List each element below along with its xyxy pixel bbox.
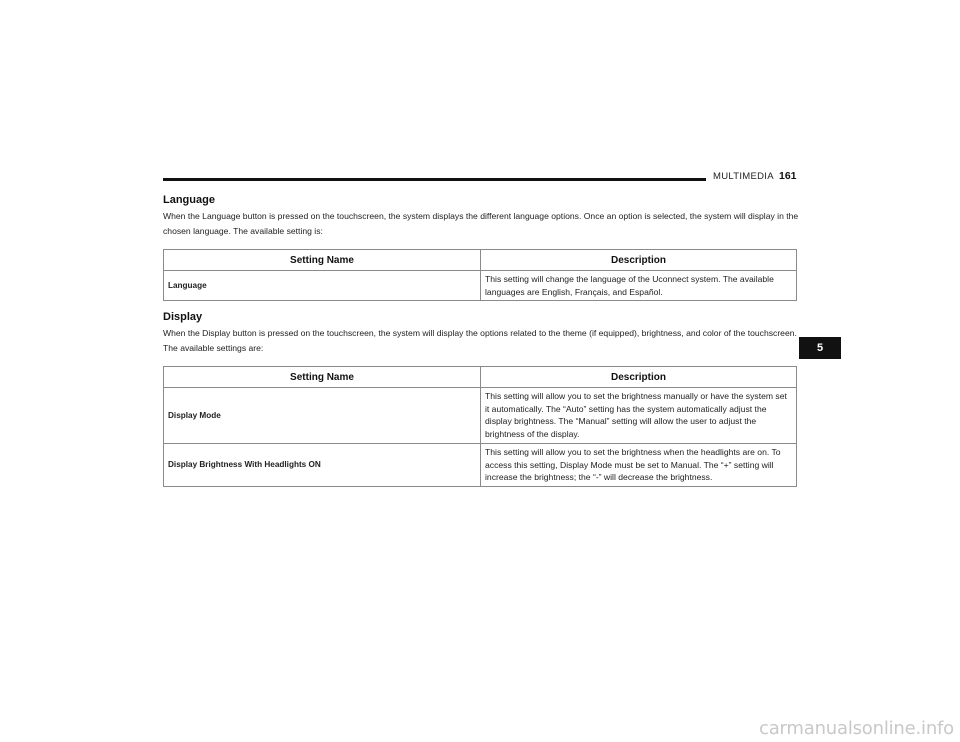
header-rule [163,178,706,181]
watermark: carmanualsonline.info [759,718,954,739]
setting-name-cell: Display Brightness With Headlights ON [164,443,481,486]
page-number: 161 [779,170,797,182]
language-section-body: When the Language button is pressed on the touchscreen, the system displays the different language options. Once an option is selected, the system will display in the chosen language. The available setting is: [163,211,799,236]
display-settings-table [163,366,797,487]
table-header-row [164,367,797,388]
language-settings-table [163,249,797,301]
chapter-tab: 5 [799,337,841,359]
setting-description-cell: This setting will change the language of the Uconnect system. The available languages are English, Français, and Español. [481,271,797,301]
table-header-row [164,250,797,271]
column-header-setting-name: Setting Name [164,367,481,388]
running-header-section: MULTIMEDIA [713,171,774,182]
setting-description-cell: This setting will allow you to set the brightness manually or have the system set it automatically. The “Auto” setting has the system automatically adjust the display brightness. The “Manual” setting will allow the user to adjust the brightness of the display. [481,388,797,444]
display-section-body: When the Display button is pressed on the touchscreen, the system will display the options related to the theme (if equipped), brightness, and color of the touchscreen. The available settings are: [163,328,797,353]
setting-description-cell: This setting will allow you to set the brightness when the headlights are on. To access this setting, Display Mode must be set to Manual. The “+” setting will increase the brightness; the “-” will decrease the brightness. [481,443,797,486]
table-row [164,388,797,444]
language-section-title: Language [163,194,215,206]
column-header-description: Description [481,367,797,388]
setting-name-cell: Display Mode [164,388,481,444]
table-row [164,271,797,301]
display-section-title: Display [163,311,203,323]
column-header-setting-name: Setting Name [164,250,481,271]
column-header-description: Description [481,250,797,271]
table-row [164,443,797,486]
setting-name-cell: Language [164,271,481,301]
